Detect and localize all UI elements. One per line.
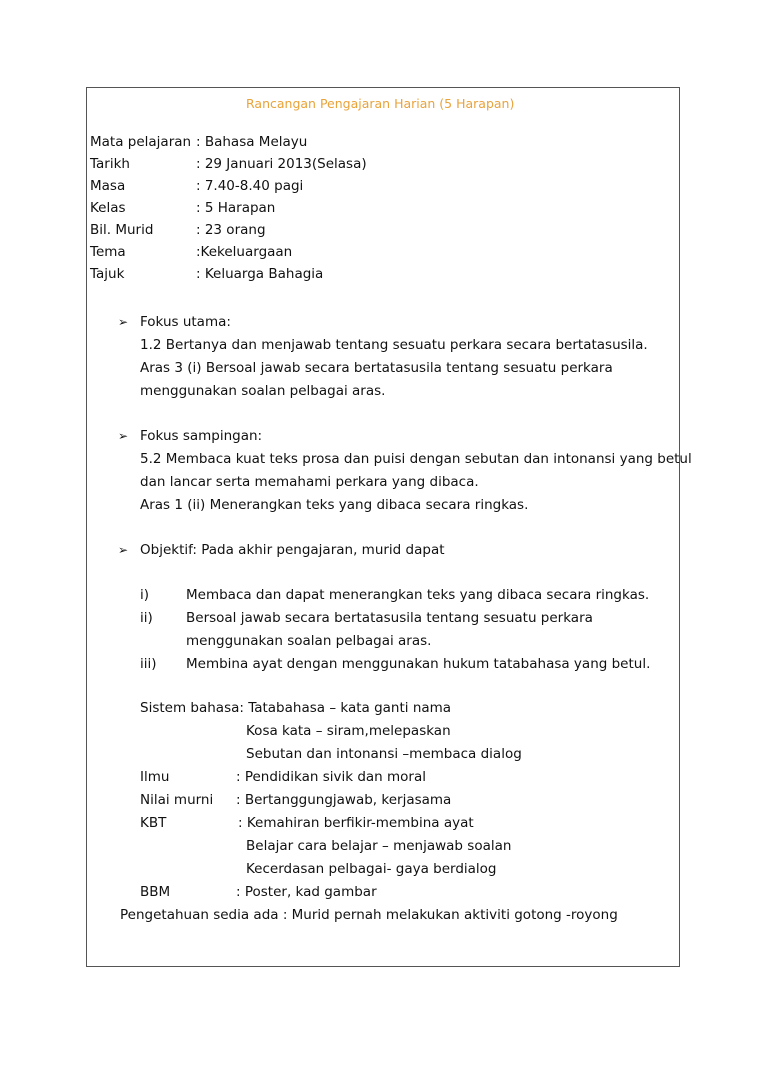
objektif-item-number: iii) [140, 656, 157, 672]
header-label-class: Kelas [90, 200, 126, 216]
fokus-utama-line: Aras 3 (i) Bersoal jawab secara bertatasusila tentang sesuatu perkara [140, 360, 613, 376]
arrow-bullet-icon: ➢ [118, 315, 129, 329]
fokus-sampingan-line: Aras 1 (ii) Menerangkan teks yang dibaca secara ringkas. [140, 497, 529, 513]
document-title: Rancangan Pengajaran Harian (5 Harapan) [246, 96, 515, 111]
ilmu-label: Ilmu [140, 769, 170, 785]
ilmu-value: : Pendidikan sivik dan moral [236, 769, 427, 785]
nilai-murni-label: Nilai murni [140, 792, 214, 808]
arrow-bullet-icon: ➢ [118, 543, 129, 557]
objektif-item-text: menggunakan soalan pelbagai aras. [186, 633, 432, 649]
sistem-bahasa-line: Kosa kata – siram,melepaskan [246, 723, 451, 739]
header-label-topic: Tajuk [90, 266, 125, 282]
fokus-utama-line: menggunakan soalan pelbagai aras. [140, 383, 386, 399]
fokus-sampingan-line: 5.2 Membaca kuat teks prosa dan puisi dengan sebutan dan intonansi yang betul [140, 451, 692, 467]
header-value-date: : 29 Januari 2013(Selasa) [196, 156, 367, 172]
header-value-theme: :Kekeluargaan [196, 244, 293, 260]
header-value-students: : 23 orang [196, 222, 266, 238]
arrow-bullet-icon: ➢ [118, 429, 129, 443]
objektif-item-text: Membina ayat dengan menggunakan hukum tatabahasa yang betul. [186, 656, 651, 672]
kbt-line: Belajar cara belajar – menjawab soalan [246, 838, 512, 854]
nilai-murni-value: : Bertanggungjawab, kerjasama [236, 792, 452, 808]
header-label-theme: Tema [90, 244, 126, 260]
document-frame [86, 87, 680, 967]
pengetahuan-sedia-ada: Pengetahuan sedia ada : Murid pernah melakukan aktiviti gotong -royong [120, 907, 618, 923]
header-value-time: : 7.40-8.40 pagi [196, 178, 304, 194]
header-label-date: Tarikh [90, 156, 130, 172]
objektif-item-text: Membaca dan dapat menerangkan teks yang dibaca secara ringkas. [186, 587, 650, 603]
objektif-item-number: ii) [140, 610, 153, 626]
kbt-line: Kecerdasan pelbagai- gaya berdialog [246, 861, 497, 877]
objektif-heading: Objektif: Pada akhir pengajaran, murid dapat [140, 542, 445, 558]
fokus-utama-line: 1.2 Bertanya dan menjawab tentang sesuatu perkara secara bertatasusila. [140, 337, 648, 353]
objektif-item-text: Bersoal jawab secara bertatasusila tentang sesuatu perkara [186, 610, 593, 626]
kbt-value: : Kemahiran berfikir-membina ayat [238, 815, 474, 831]
bbm-label: BBM [140, 884, 171, 900]
sistem-bahasa-label: Sistem bahasa: Tatabahasa – kata ganti nama [140, 700, 452, 716]
sistem-bahasa-line: Sebutan dan intonansi –membaca dialog [246, 746, 522, 762]
header-label-students: Bil. Murid [90, 222, 154, 238]
objektif-item-number: i) [140, 587, 150, 603]
fokus-sampingan-heading: Fokus sampingan: [140, 428, 263, 444]
bbm-value: : Poster, kad gambar [236, 884, 377, 900]
header-value-topic: : Keluarga Bahagia [196, 266, 324, 282]
fokus-sampingan-line: dan lancar serta memahami perkara yang dibaca. [140, 474, 479, 490]
header-value-class: : 5 Harapan [196, 200, 276, 216]
header-label-time: Masa [90, 178, 126, 194]
header-value-subject: : Bahasa Melayu [196, 134, 308, 150]
kbt-label: KBT [140, 815, 167, 831]
fokus-utama-heading: Fokus utama: [140, 314, 231, 330]
header-label-subject: Mata pelajaran [90, 134, 192, 150]
